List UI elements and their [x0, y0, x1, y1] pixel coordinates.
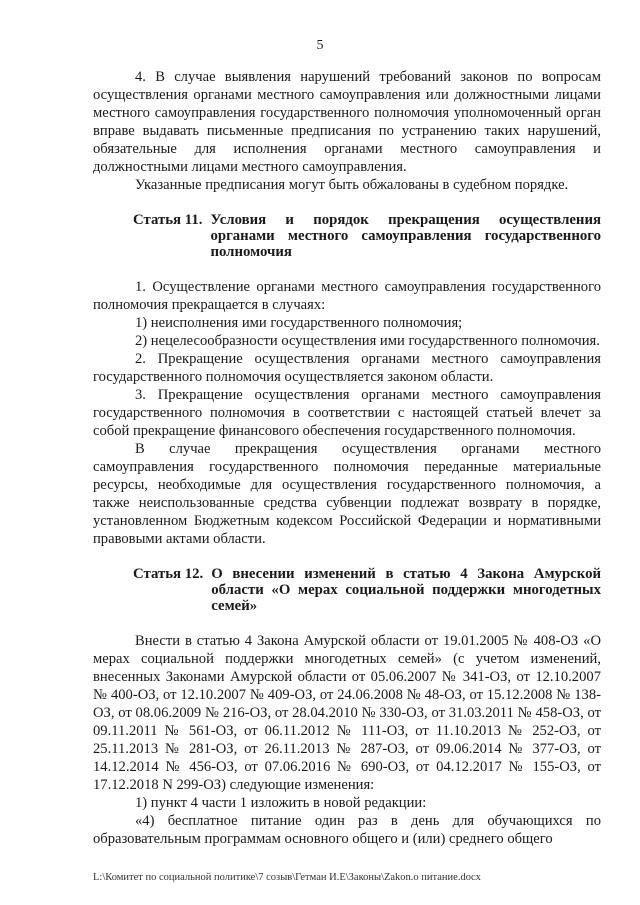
- article-number: Статья 11.: [133, 212, 203, 228]
- paragraph: 2. Прекращение осуществления органами местного самоуправления государственного полномочия осуществляется законом области.: [93, 351, 601, 385]
- spacer: [93, 260, 601, 278]
- paragraph: Внести в статью 4 Закона Амурской области от 19.01.2005 № 408-ОЗ «О мерах социальной поддержки многодетных семей» (с учетом изменений, внесенных Законами Амурской области от 05.06.2007 № 341-ОЗ, от 12.10.2007 № 400-ОЗ, от 12.10.2007 № 409-ОЗ, от 24.06.2008 № 48-ОЗ, от 15.12.2008 № 138-ОЗ, от 08.06.2009 № 216-ОЗ, от 28.04.2010 № 330-ОЗ, от 31.03.2011 № 458-ОЗ, от 09.11.2011 № 561-ОЗ, от 06.11.2012 № 111-ОЗ, от 11.10.2013 № 252-ОЗ, от 25.11.2013 № 281-ОЗ, от 26.11.2013 № 287-ОЗ, от 09.06.2014 № 377-ОЗ, от 14.12.2014 № 456-ОЗ, от 07.06.2016 № 690-ОЗ, от 04.12.2017 № 155-ОЗ, от 17.12.2018 N 299-ОЗ) следующие изменения:: [93, 633, 601, 793]
- paragraph: В случае прекращения осуществления органами местного самоуправления государственного полномочия переданные материальные ресурсы, необходимые для осуществления государственного полномочия, а также неиспользованные средства субвенции подлежат возврату в порядке, установленном Бюджетным кодексом Российской Федерации и нормативными правовыми актами области.: [93, 441, 601, 547]
- paragraph: 3. Прекращение осуществления органами местного самоуправления государственного полномочия в соответствии с настоящей статьей влечет за собой прекращение финансового обеспечения государственного полномочия.: [93, 387, 601, 439]
- paragraph: 1) пункт 4 части 1 изложить в новой редакции:: [135, 795, 427, 811]
- paragraph: «4) бесплатное питание один раз в день для обучающихся по образовательным программам основного общего и (или) среднего общего: [93, 813, 601, 847]
- page-number: 5: [316, 38, 324, 53]
- spacer: [93, 194, 601, 212]
- article-number: Статья 12.: [133, 566, 204, 582]
- paragraph: 1) неисполнения ими государственного полномочия;: [135, 315, 463, 331]
- footer-file-path: L:\Комитет по социальной политике\7 созыв\Гетман И.Е\Законы\Zakon.о питание.docx: [93, 872, 481, 883]
- article-heading: [93, 566, 601, 614]
- document-body: [93, 68, 601, 848]
- spacer: [93, 614, 601, 632]
- spacer: [93, 548, 601, 566]
- paragraph: 2) нецелесообразности осуществления ими государственного полномочия.: [135, 333, 600, 349]
- article-title: О внесении изменений в статью 4 Закона Амурской области «О мерах социальной поддержки многодетных семей»: [211, 566, 601, 614]
- article-heading: [93, 212, 601, 260]
- paragraph: 1. Осуществление органами местного самоуправления государственного полномочия прекращается в случаях:: [93, 279, 601, 313]
- paragraph: Указанные предписания могут быть обжалованы в судебном порядке.: [135, 177, 569, 193]
- article-title: Условия и порядок прекращения осуществления органами местного самоуправления государственного полномочия: [210, 212, 601, 260]
- paragraph: 4. В случае выявления нарушений требований законов по вопросам осуществления органами местного самоуправления или должностными лицами местного самоуправления государственного полномочия уполномоченный орган вправе выдавать письменные предписания по устранению таких нарушений, обязательные для исполнения органами местного самоуправления и должностными лицами местного самоуправления.: [93, 69, 601, 175]
